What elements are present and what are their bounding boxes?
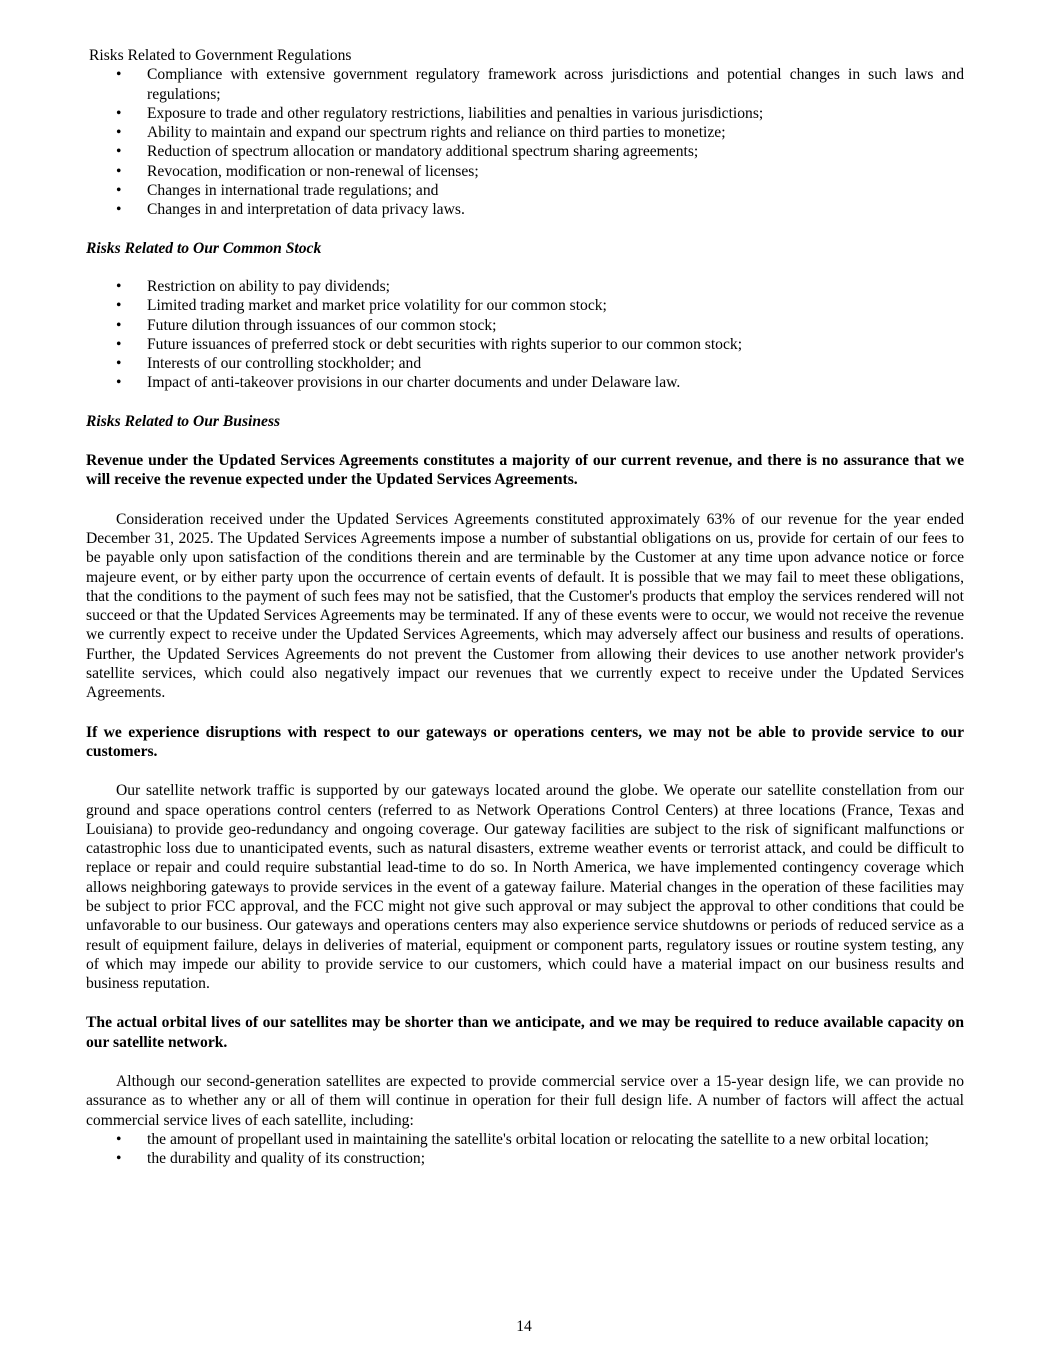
bullet-list-satellite-factors xyxy=(86,1130,964,1169)
bullet-icon: • xyxy=(116,124,122,142)
risk-factor-title: If we experience disruptions with respect to our gateways or operations centers, we may not be able to provide service to our customers. xyxy=(86,723,964,760)
list-item: • Impact of anti-takeover provisions in our charter documents and under Delaware law. xyxy=(116,374,681,392)
list-item: • Changes in international trade regulations; and xyxy=(116,182,439,200)
section-heading-business: Risks Related to Our Business xyxy=(86,412,281,430)
risk-factor-body: Although our second-generation satellites are expected to provide commercial service over a 15-year design life, we can provide no assurance as to whether any or all of them will continue in operation for their full design life. A number of factors will affect the actual commercial service lives of each satellite, including: xyxy=(86,1073,964,1129)
bullet-icon: • xyxy=(116,316,122,334)
list-item: • Reduction of spectrum allocation or mandatory additional spectrum sharing agreements; xyxy=(116,143,699,161)
list-item: • Changes in and interpretation of data privacy laws. xyxy=(116,201,465,219)
list-item: • Limited trading market and market price volatility for our common stock; xyxy=(116,297,607,315)
bullet-icon: • xyxy=(116,1130,122,1148)
bullet-icon: • xyxy=(116,355,122,373)
risk-factor-title: Revenue under the Updated Services Agreements constitutes a majority of our current revenue, and there is no assurance that we will receive the revenue expected under the Updated Services Agreements. xyxy=(86,452,964,489)
bullet-icon: • xyxy=(116,277,122,295)
bullet-icon: • xyxy=(116,335,122,353)
list-item: • Revocation, modification or non-renewal of licenses; xyxy=(116,162,479,180)
list-item: • Future issuances of preferred stock or debt securities with rights superior to our common stock; xyxy=(116,335,743,353)
page-number: 14 xyxy=(516,1318,532,1335)
list-item: • Interests of our controlling stockholder; and xyxy=(116,355,422,373)
document-page xyxy=(86,46,964,1169)
bullet-icon: • xyxy=(116,297,122,315)
list-item: • Exposure to trade and other regulatory restrictions, liabilities and penalties in various jurisdictions; xyxy=(116,104,764,122)
risk-factor-body: Consideration received under the Updated Services Agreements constituted approximately 63% of our revenue for the year ended December 31, 2025. The Updated Services Agreements impose a number of substantial obligations on us, provide for certain of our fees to be payable only upon satisfaction of the conditions therein and are terminable by the Customer at any time upon advance notice or force majeure event, or by either party upon the occurrence of certain events of default. It is possible that we may fail to meet these obligations, that the conditions to the payment of such fees may not be satisfied, that the Customer's products that employ the services rendered will not succeed or that the Updated Services Agreements may be terminated. If any of these events were to occur, we would not receive the revenue we currently expect to receive under the Updated Services Agreements, which may adversely affect our business and results of operations. Further, the Updated Services Agreements do not prevent the Customer from allowing their devices to use another network provider's satellite services, which could also negatively impact our revenues that we currently expect to receive under the Updated Services Agreements. xyxy=(86,510,964,702)
risk-factor-body: Our satellite network traffic is supported by our gateways located around the globe. We operate our satellite constellation from our ground and space operations control centers (referred to as Network Operations Control Centers) at three locations (France, Texas and Louisiana) to provide geo-redundancy and ongoing coverage. Our gateway facilities are subject to the risk of significant malfunctions or catastrophic loss due to unanticipated events, such as natural disasters, extreme weather events or terrorist attack, and could be difficult to replace or repair and could require substantial lead-time to do so. In North America, we have implemented contingency coverage which allows neighboring gateways to provide services in the event of a gateway failure. Material changes in the operation of these facilities may be subject to prior FCC approval, and the FCC might not give such approval or may subject the approval to other conditions that could be unfavorable to our business. Our gateways and operations centers may also experience service shutdowns or periods of reduced service as a result of equipment failure, delays in deliveries of material, equipment or component parts, regulatory issues or routine system testing, any of which may impede our ability to provide service to our customers, which could have a material impact on our business results and business reputation. xyxy=(86,782,964,993)
list-item: • the durability and quality of its construction; xyxy=(116,1150,426,1168)
list-item: • the amount of propellant used in maintaining the satellite's orbital location or relocating the satellite to a new orbital location; xyxy=(116,1130,929,1148)
bullet-icon: • xyxy=(116,182,122,200)
risk-factor-title: The actual orbital lives of our satellites may be shorter than we anticipate, and we may be required to reduce available capacity on our satellite network. xyxy=(86,1014,964,1051)
section-heading-government-regulations: Risks Related to Government Regulations xyxy=(89,47,352,64)
bullet-icon: • xyxy=(116,104,122,122)
list-item: • Restriction on ability to pay dividends; xyxy=(116,277,390,295)
section-heading-common-stock: Risks Related to Our Common Stock xyxy=(86,239,322,257)
list-item: • Ability to maintain and expand our spectrum rights and reliance on third parties to monetize; xyxy=(116,124,726,142)
list-item: • Compliance with extensive government regulatory framework across jurisdictions and potential changes in such laws and regulations; xyxy=(116,66,964,103)
bullet-list-government-regulations xyxy=(86,65,964,219)
bullet-icon: • xyxy=(116,143,122,161)
bullet-list-common-stock xyxy=(86,277,964,393)
bullet-icon: • xyxy=(116,1150,122,1168)
bullet-icon: • xyxy=(116,201,122,219)
bullet-icon: • xyxy=(116,162,122,180)
bullet-icon: • xyxy=(116,374,122,392)
bullet-icon: • xyxy=(116,66,122,84)
list-item: • Future dilution through issuances of our common stock; xyxy=(116,316,497,334)
